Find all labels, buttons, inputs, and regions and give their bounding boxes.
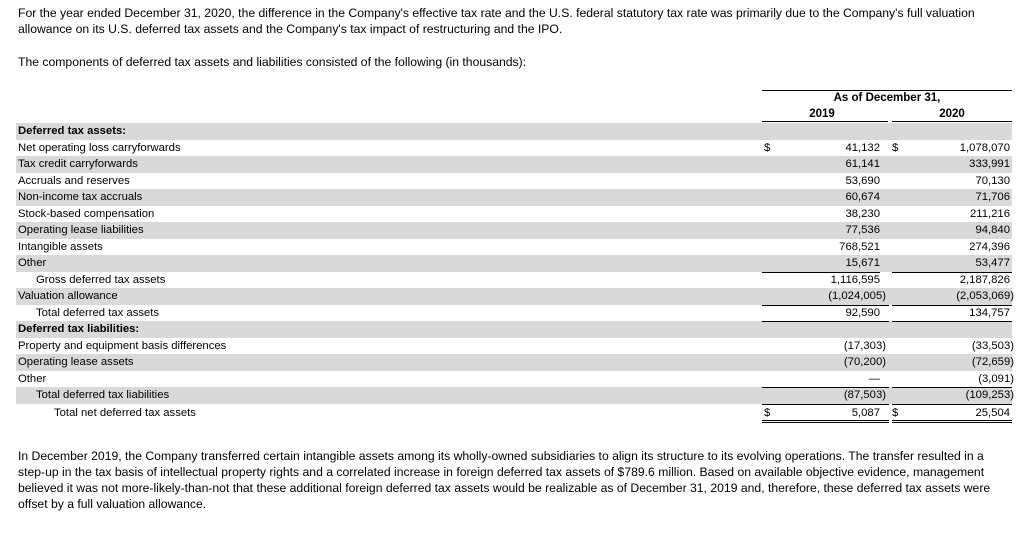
table-row	[16, 123, 1012, 140]
row-label: Accruals and reserves	[18, 174, 130, 187]
value-2020: (3,091)	[978, 372, 1014, 385]
row-label: Other	[18, 372, 47, 385]
dollar-sign: $	[764, 141, 771, 154]
value-2020: 211,216	[970, 207, 1010, 220]
row-label: Net operating loss carryforwards	[18, 141, 181, 154]
table-row	[16, 206, 1012, 223]
table-row	[16, 140, 1012, 157]
row-label: Total deferred tax assets	[36, 306, 160, 319]
value-2020: 134,757	[969, 306, 1010, 319]
row-label: Intangible assets	[18, 240, 103, 253]
value-2019: 5,087	[851, 406, 880, 419]
value-2019: 77,536	[845, 224, 880, 236]
table-row	[16, 338, 1012, 355]
table-row	[16, 288, 1012, 305]
table-row	[16, 321, 1012, 338]
value-2020: 53,477	[975, 257, 1010, 269]
value-2019: (1,024,005)	[828, 290, 886, 302]
row-label: Operating lease assets	[18, 356, 134, 368]
value-2020: (2,053,069)	[956, 290, 1014, 302]
row-label: Total deferred tax liabilities	[36, 389, 170, 401]
dollar-sign: $	[764, 406, 771, 419]
value-2019: 38,230	[845, 207, 880, 220]
value-2020: 94,840	[975, 224, 1010, 236]
table-row	[16, 156, 1012, 173]
table-row	[16, 371, 1012, 388]
table-row	[16, 255, 1012, 272]
value-2019: 768,521	[839, 240, 880, 253]
row-label: Deferred tax assets:	[18, 125, 127, 137]
double-rule-2020	[892, 420, 1012, 423]
table-header-title: As of December 31,	[833, 92, 941, 104]
table-lead-paragraph: The components of deferred tax assets and liabilities consisted of the following (in thousands):	[18, 55, 527, 69]
double-rule-2019	[762, 420, 889, 423]
value-2019: (87,503)	[843, 389, 886, 401]
value-2019: (17,303)	[843, 339, 886, 352]
table-row	[16, 354, 1012, 371]
year-2020-header: 2020	[939, 108, 965, 120]
value-2019: 41,132	[845, 141, 880, 154]
row-label: Property and equipment basis differences	[18, 339, 227, 352]
table-row	[16, 387, 1012, 404]
value-2019: 53,690	[845, 174, 880, 187]
value-2019: 61,141	[845, 158, 880, 170]
row-label: Tax credit carryforwards	[18, 158, 138, 170]
year-2019-header: 2019	[809, 108, 835, 120]
table-row	[16, 272, 1012, 289]
value-2020: 274,396	[969, 240, 1010, 253]
table-row	[16, 404, 1012, 423]
section-rule-2019	[762, 321, 889, 322]
value-2019: —	[868, 372, 880, 385]
value-2019: 1,116,595	[830, 273, 880, 286]
value-2020: 71,706	[975, 191, 1010, 203]
row-label: Other	[18, 257, 47, 269]
value-2019: (70,200)	[843, 356, 886, 368]
intro-paragraph: For the year ended December 31, 2020, the difference in the Company's effective tax rate and the U.S. federal statutory tax rate was primarily due to the Company's full valuation allowance on its U.S. deferred tax assets and the Company's tax impact of restructuring and the IPO.	[18, 6, 975, 36]
value-2019: 60,674	[845, 191, 880, 203]
row-label: Gross deferred tax assets	[36, 273, 166, 286]
row-label: Deferred tax liabilities:	[18, 323, 140, 335]
outro-paragraph: In December 2019, the Company transferred certain intangible assets among its wholly-owned subsidiaries to align its structure to its evolving operations. The transfer resulted in a step-up in the tax basis of intellectual property rights and a correlated increase in foreign deferred tax assets of $789.6 million. Based on available objective evidence, management believed it was not more-likely-than-not that these additional foreign deferred tax assets would be realizable as of December 31, 2019 and, therefore, these deferred tax assets were offset by a full valuation allowance.	[18, 449, 991, 511]
value-2020: (72,659)	[971, 356, 1014, 368]
value-2019: 92,590	[845, 306, 880, 319]
row-label: Operating lease liabilities	[18, 224, 144, 236]
value-2020: 25,504	[975, 406, 1010, 419]
year-2019-rule	[762, 121, 888, 122]
value-2019: 15,671	[845, 257, 880, 269]
deferred-tax-table	[16, 123, 1012, 423]
value-2020: 333,991	[969, 158, 1010, 170]
table-row	[16, 305, 1012, 322]
table-row	[16, 239, 1012, 256]
value-2020: (33,503)	[971, 339, 1014, 352]
table-row	[16, 189, 1012, 206]
value-2020: 70,130	[975, 174, 1010, 187]
value-2020: (109,253)	[965, 389, 1014, 401]
year-2020-rule	[892, 121, 1012, 122]
row-label: Stock-based compensation	[18, 207, 155, 220]
table-row	[16, 222, 1012, 239]
table-row	[16, 173, 1012, 190]
row-label: Non-income tax accruals	[18, 191, 143, 203]
value-2020: 1,078,070	[959, 141, 1010, 154]
dollar-sign: $	[892, 141, 899, 154]
value-2020: 2,187,826	[959, 273, 1010, 286]
row-label: Total net deferred tax assets	[54, 406, 196, 419]
row-label: Valuation allowance	[18, 290, 118, 302]
section-rule-2020	[892, 321, 1012, 322]
dollar-sign: $	[892, 406, 899, 419]
